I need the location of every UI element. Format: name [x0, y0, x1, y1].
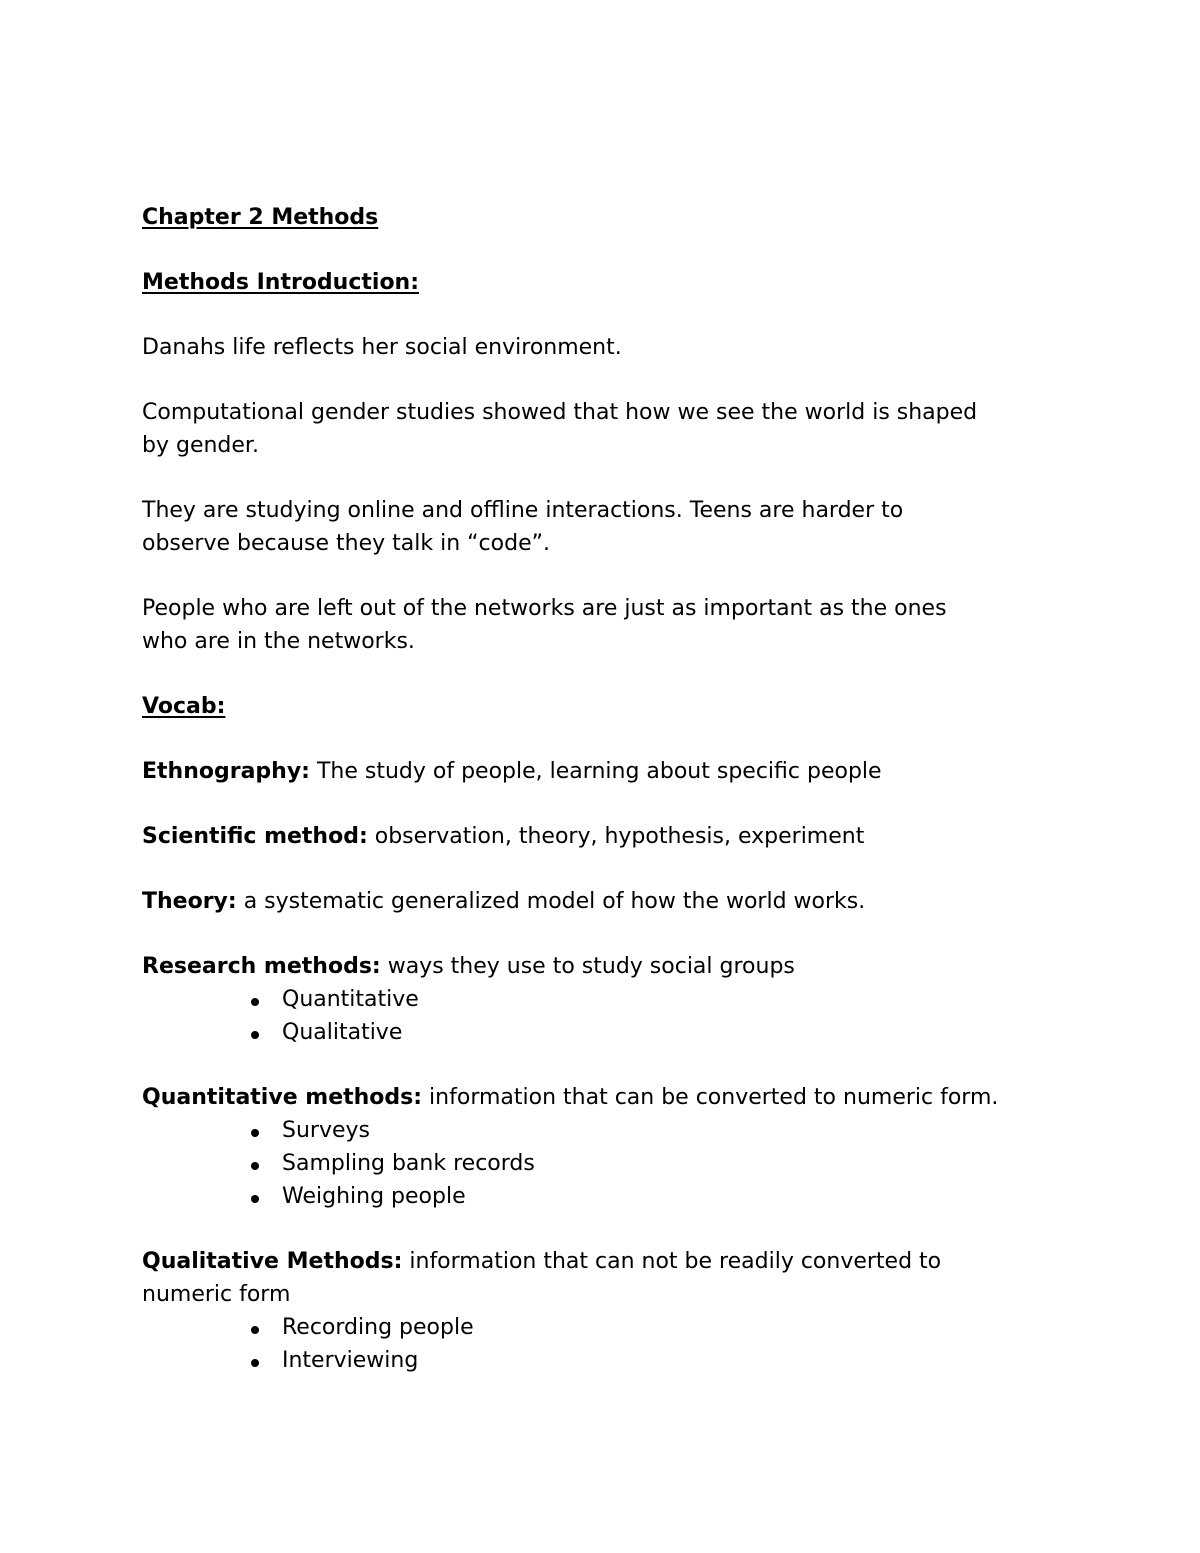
- bullet-icon: [251, 1031, 259, 1039]
- list-item-text: Surveys: [282, 1118, 370, 1143]
- intro-paragraph-1: [142, 331, 1062, 364]
- vocab-line: [142, 885, 1062, 918]
- intro-heading: Methods Introduction:: [142, 270, 420, 295]
- bullet-icon: [251, 1129, 259, 1137]
- list-item: [142, 1114, 1062, 1147]
- list-item: [142, 1311, 1062, 1344]
- spacer: [142, 364, 1062, 396]
- list-item: [142, 1016, 1062, 1049]
- vocab-entry-research-methods: [142, 950, 1062, 1049]
- vocab-line: [142, 1245, 1062, 1278]
- document-body: [142, 201, 1062, 1377]
- intro-paragraph-4: [142, 592, 1062, 658]
- vocab-line: [142, 950, 1062, 983]
- spacer: [142, 462, 1062, 494]
- bullet-icon: [251, 1162, 259, 1170]
- list-item-text: Weighing people: [282, 1184, 466, 1209]
- vocab-definition: information that can be converted to numeric form.: [422, 1085, 999, 1110]
- bullet-list: [142, 983, 1062, 1049]
- vocab-definition-continued: numeric form: [142, 1282, 291, 1307]
- vocab-heading: Vocab:: [142, 694, 226, 719]
- paragraph-line: by gender.: [142, 433, 259, 458]
- vocab-term: Research methods:: [142, 954, 381, 979]
- spacer: [142, 1049, 1062, 1081]
- vocab-definition: a systematic generalized model of how the world works.: [236, 889, 866, 914]
- vocab-line: [142, 820, 1062, 853]
- list-item: [142, 983, 1062, 1016]
- list-item: [142, 1147, 1062, 1180]
- vocab-term: Quantitative methods:: [142, 1085, 423, 1110]
- spacer: [142, 853, 1062, 885]
- bullet-list: [142, 1311, 1062, 1377]
- spacer: [142, 658, 1062, 690]
- list-item-text: Qualitative: [282, 1020, 403, 1045]
- vocab-entry-scientific-method: [142, 820, 1062, 853]
- vocab-term: Ethnography:: [142, 759, 310, 784]
- list-item: [142, 1344, 1062, 1377]
- vocab-term: Scientific method:: [142, 824, 368, 849]
- paragraph-line: Danahs life reflects her social environment.: [142, 335, 622, 360]
- paragraph-line: who are in the networks.: [142, 629, 415, 654]
- spacer: [142, 1213, 1062, 1245]
- document-title: Chapter 2 Methods: [142, 205, 379, 230]
- list-item-text: Recording people: [282, 1315, 474, 1340]
- bullet-list: [142, 1114, 1062, 1213]
- vocab-term: Theory:: [142, 889, 237, 914]
- paragraph-line: observe because they talk in “code”.: [142, 531, 550, 556]
- vocab-line: [142, 1081, 1062, 1114]
- vocab-entry-theory: [142, 885, 1062, 918]
- list-item-text: Interviewing: [282, 1348, 419, 1373]
- vocab-definition: observation, theory, hypothesis, experiment: [367, 824, 865, 849]
- vocab-entry-ethnography: [142, 755, 1062, 788]
- bullet-icon: [251, 998, 259, 1006]
- intro-paragraph-3: [142, 494, 1062, 560]
- spacer: [142, 234, 1062, 266]
- bullet-icon: [251, 1359, 259, 1367]
- paragraph-line: Computational gender studies showed that how we see the world is shaped: [142, 400, 978, 425]
- list-item-text: Sampling bank records: [282, 1151, 535, 1176]
- bullet-icon: [251, 1195, 259, 1203]
- paragraph-line: People who are left out of the networks are just as important as the ones: [142, 596, 947, 621]
- vocab-definition: ways they use to study social groups: [380, 954, 795, 979]
- vocab-definition: The study of people, learning about specific people: [309, 759, 882, 784]
- vocab-term: Qualitative Methods:: [142, 1249, 403, 1274]
- vocab-definition: information that can not be readily converted to: [402, 1249, 942, 1274]
- paragraph-line: They are studying online and offline interactions. Teens are harder to: [142, 498, 904, 523]
- list-item: [142, 1180, 1062, 1213]
- vocab-entry-quantitative-methods: [142, 1081, 1062, 1213]
- vocab-line: [142, 755, 1062, 788]
- spacer: [142, 918, 1062, 950]
- spacer: [142, 723, 1062, 755]
- spacer: [142, 299, 1062, 331]
- spacer: [142, 560, 1062, 592]
- bullet-icon: [251, 1326, 259, 1334]
- spacer: [142, 788, 1062, 820]
- vocab-entry-qualitative-methods: [142, 1245, 1062, 1377]
- intro-paragraph-2: [142, 396, 1062, 462]
- list-item-text: Quantitative: [282, 987, 419, 1012]
